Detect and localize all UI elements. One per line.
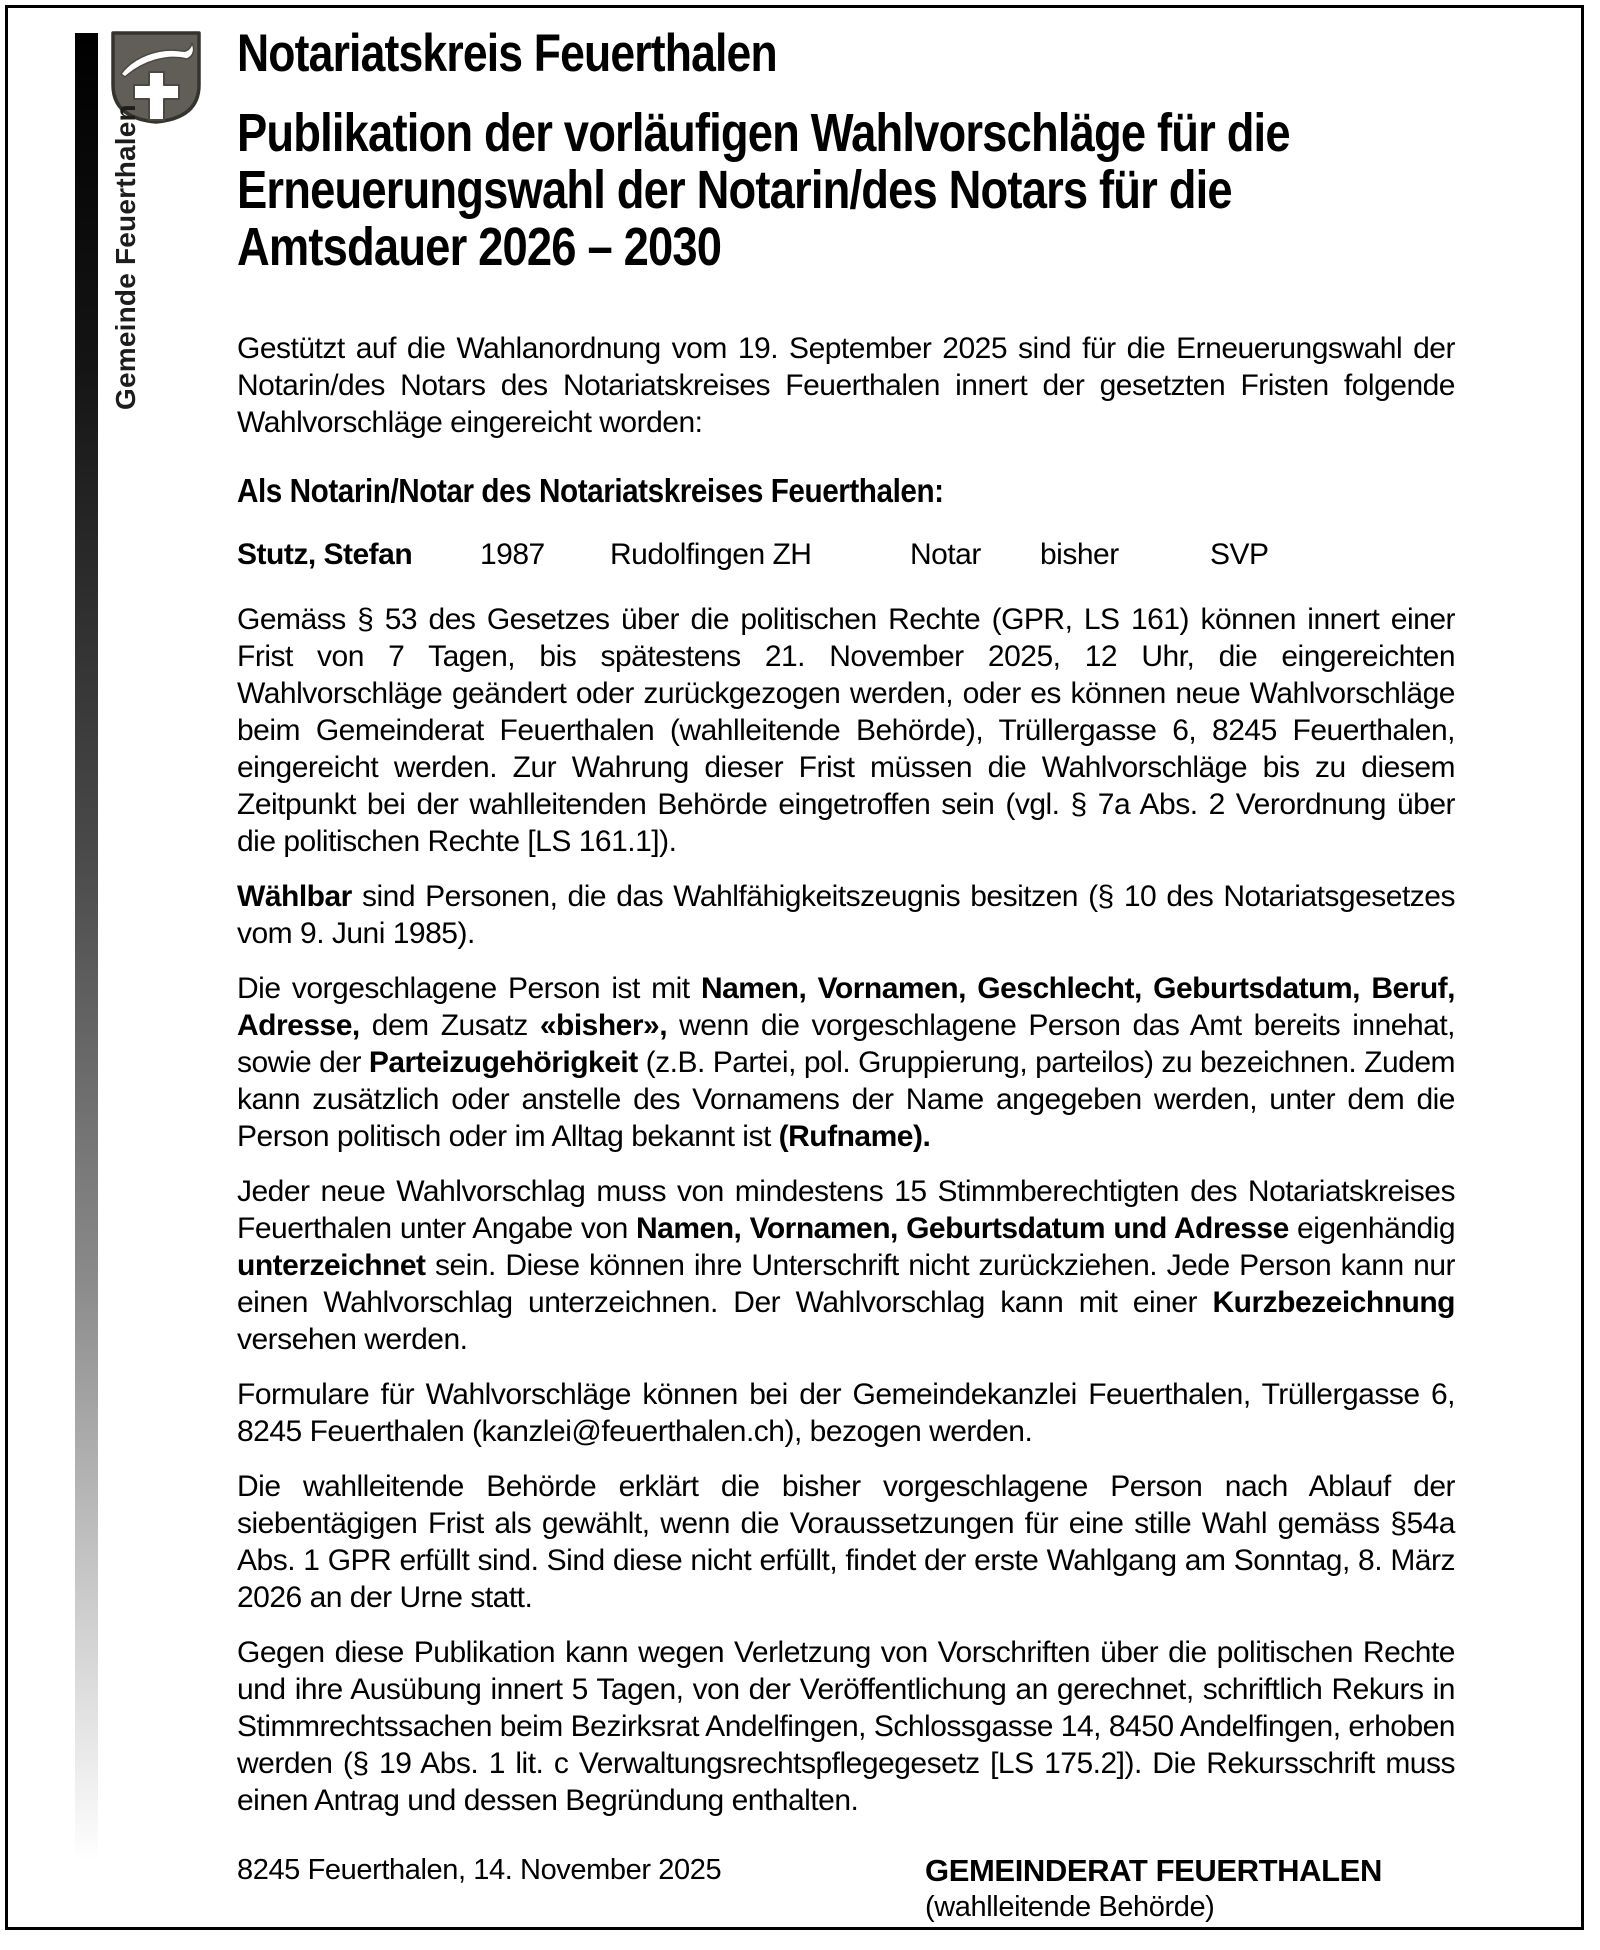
deadline-paragraph: Gemäss § 53 des Gesetzes über die politischen Rechte (GPR, LS 161) können innert einer Frist von 7 Tagen, bis spätestens 21. November 2025, 12 Uhr, die eingereichten Wahlvorschläge geändert oder zurückgezogen werden, oder es können neue Wahlvorschläge beim Gemeinderat Feuerthalen (wahlleitende Behörde), Trüllergasse 6, 8245 Feuerthalen, eingereicht werden. Zur Wahrung dieser Frist müssen die Wahlvorschläge bis zu diesem Zeitpunkt bei der wahlleitenden Behörde eingetroffen sein (vgl. § 7a Abs. 2 Verordnung über die politischen Rechte [LS 161.1]). — [237, 603, 1455, 858]
candidate-party: SVP — [1210, 538, 1269, 571]
sidebar-gradient-bar — [75, 33, 98, 1863]
silent-election-paragraph: Die wahlleitende Behörde erklärt die bisher vorgeschlagene Person nach Ablauf der siebentägigen Frist als gewählt, wenn die Voraussetzungen für eine stille Wahl gemäss §54a Abs. 1 GPR erfüllt sind. Sind diese nicht erfüllt, findet der erste Wahlgang am Sonntag, 8. März 2026 an der Urne statt. — [237, 1470, 1455, 1614]
candidate-birth-year: 1987 — [480, 538, 545, 571]
eligibility-text: sind Personen, die das Wahlfähigkeitszeugnis besitzen (§ 10 des Notariatsgesetzes vom 9. Juni 1985). — [237, 880, 1455, 950]
forms-paragraph: Formulare für Wahlvorschläge können bei der Gemeindekanzlei Feuerthalen, Trüllergasse 6, 8245 Feuerthalen (kanzlei@feuerthalen.ch), bezogen werden. — [237, 1378, 1455, 1448]
section-heading: Als Notarin/Notar des Notariatskreises Feuerthalen: — [237, 472, 944, 509]
intro-paragraph: Gestützt auf die Wahlanordnung vom 19. September 2025 sind für die Erneuerungswahl der Notarin/des Notars des Notariatskreises Feuerthalen innert der gesetzten Fristen folgende Wahlvorschläge eingereicht worden: — [237, 332, 1455, 439]
footer-authority: GEMEINDERAT FEUERTHALEN — [925, 1853, 1382, 1888]
candidate-status: bisher — [1040, 538, 1119, 571]
candidate-row — [237, 537, 1455, 573]
document-footer — [237, 1852, 1455, 1926]
footer-authority-block — [925, 1852, 1382, 1926]
document-body — [237, 0, 1455, 1837]
document-title: Notariatskreis Feuerthalen — [237, 24, 777, 83]
appeal-paragraph: Gegen diese Publikation kann wegen Verletzung von Vorschriften über die politischen Rechte und ihre Ausübung innert 5 Tagen, von der Veröffentlichung an gerechnet, schriftlich Rekurs in Stimmrechtssachen beim Bezirksrat Andelfingen, Schlossgasse 14, 8450 Andelfingen, erhoben werden (§ 19 Abs. 1 lit. c Verwaltungsrechtspflegegesetz [LS 175.2]). Die Rekursschrift muss einen Antrag und dessen Begründung enthalten. — [237, 1636, 1455, 1817]
candidate-residence: Rudolfingen ZH — [610, 538, 812, 571]
footer-authority-note: (wahlleitende Behörde) — [925, 1891, 1215, 1923]
document-headline: Publikation der vorläufigen Wahlvorschläge für die Erneuerungswahl der Notarin/des Notars für die Amtsdauer 2026 – 2030 — [237, 103, 1290, 277]
municipality-label: Gemeinde Feuerthalen — [110, 104, 141, 410]
eligibility-bold: Wählbar — [237, 880, 352, 913]
candidate-profession: Notar — [910, 538, 981, 571]
eligibility-paragraph — [237, 878, 1455, 952]
candidate-name: Stutz, Stefan — [237, 538, 413, 571]
signatures-paragraph: Jeder neue Wahlvorschlag muss von mindestens 15 Stimmberechtigten des Notariatskreises Feuerthalen unter Angabe von Namen, Vornamen, Geburtsdatum und Adresse eigenhändig unterzeichnet sein. Diese können ihre Unterschrift nicht zurückziehen. Jede Person kann nur einen Wahlvorschlag unterzeichnen. Der Wahlvorschlag kann mit einer Kurzbezeichnung versehen werden. — [237, 1175, 1455, 1356]
requirements-paragraph: Die vorgeschlagene Person ist mit Namen, Vornamen, Geschlecht, Geburtsdatum, Beruf, Adresse, dem Zusatz «bisher», wenn die vorgeschlagene Person das Amt bereits innehat, sowie der Parteizugehörigkeit (z.B. Partei, pol. Gruppierung, parteilos) zu bezeichnen. Zudem kann zusätzlich oder anstelle des Vornamens der Name angegeben werden, unter dem die Person politisch oder im Alltag bekannt ist (Rufname). — [237, 972, 1456, 1153]
footer-place-date: 8245 Feuerthalen, 14. November 2025 — [237, 1854, 722, 1886]
